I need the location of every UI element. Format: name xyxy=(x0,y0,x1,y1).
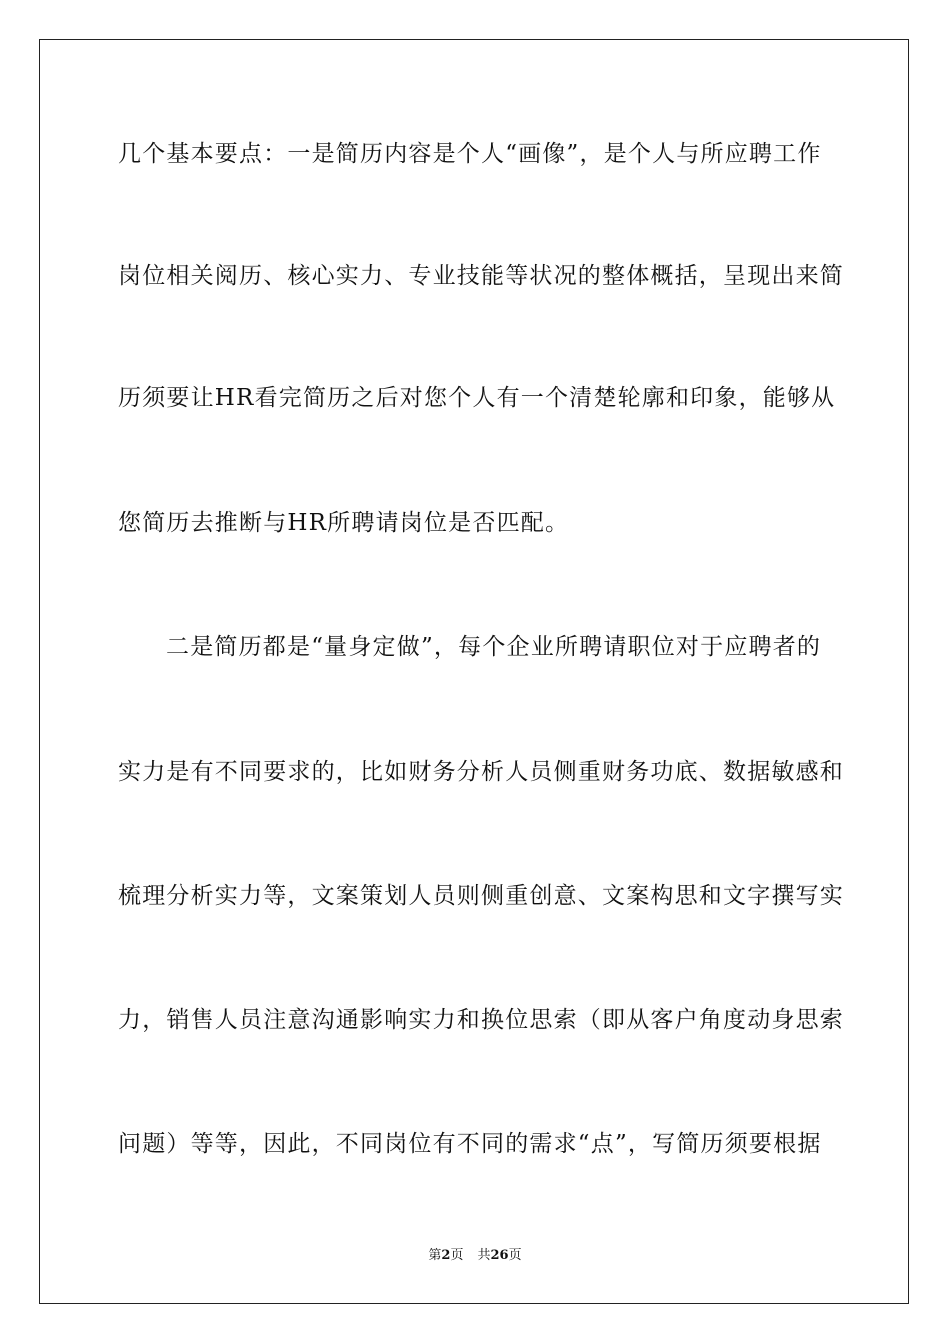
total-pages: 26 xyxy=(490,1248,509,1263)
body-line-2: 岗位相关阅历、核心实力、专业技能等状况的整体概括，呈现出来简 xyxy=(118,263,844,289)
page-suffix: 页 xyxy=(450,1248,464,1263)
body-line-6: 实力是有不同要求的，比如财务分析人员侧重财务功底、数据敏感和 xyxy=(118,759,844,785)
page-border xyxy=(39,39,909,1304)
page-number: 2 xyxy=(441,1248,451,1263)
body-line-4: 您简历去推断与HR所聘请岗位是否匹配。 xyxy=(118,510,570,536)
body-line-5-paragraph-start: 二是简历都是“量身定做”，每个企业所聘请职位对于应聘者的 xyxy=(166,634,822,660)
page-footer xyxy=(0,1248,950,1264)
total-suffix: 页 xyxy=(508,1248,522,1263)
total-prefix: 共 xyxy=(477,1248,491,1263)
body-line-7: 梳理分析实力等，文案策划人员则侧重创意、文案构思和文字撰写实 xyxy=(118,883,844,909)
body-line-9: 问题）等等，因此，不同岗位有不同的需求“点”，写简历须要根据 xyxy=(118,1131,822,1157)
body-line-3: 历须要让HR看完简历之后对您个人有一个清楚轮廓和印象，能够从 xyxy=(118,385,836,411)
body-line-1: 几个基本要点：一是简历内容是个人“画像”，是个人与所应聘工作 xyxy=(118,141,822,167)
page-prefix: 第 xyxy=(428,1248,442,1263)
body-line-8: 力，销售人员注意沟通影响实力和换位思索（即从客户角度动身思索 xyxy=(118,1007,844,1033)
